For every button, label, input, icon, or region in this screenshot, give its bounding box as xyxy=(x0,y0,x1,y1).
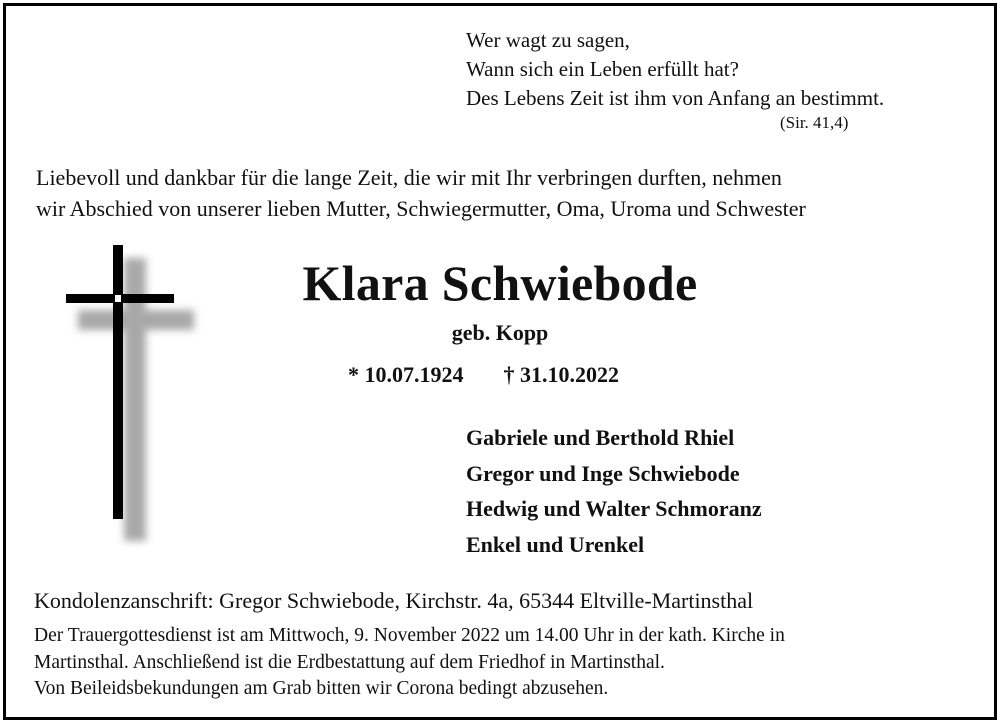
intro-text xyxy=(36,162,806,224)
service-line: Der Trauergottesdienst ist am Mittwoch, 9. November 2022 um 14.00 Uhr in der kath. Kirche in xyxy=(34,625,785,646)
death-date: † 31.10.2022 xyxy=(503,362,619,387)
poem-line: Des Lebens Zeit ist ihm von Anfang an bestimmt. xyxy=(466,86,885,110)
maiden-name: geb. Kopp xyxy=(451,320,549,345)
service-line: Martinsthal. Anschließend ist die Erdbestattung auf dem Friedhof in Martinsthal. xyxy=(34,651,665,673)
intro-line: Liebevoll und dankbar für die lange Zeit, die wir mit Ihr verbringen durften, nehmen xyxy=(36,165,782,190)
service-info xyxy=(34,623,785,703)
mourners-list xyxy=(466,420,762,562)
mourner: Gregor und Inge Schwiebode xyxy=(466,460,740,486)
life-dates xyxy=(348,362,659,388)
condolence-address: Kondolenzanschrift: Gregor Schwiebode, Kirchstr. 4a, 65344 Eltville-Martinsthal xyxy=(34,588,754,613)
mourner: Enkel und Urenkel xyxy=(466,531,645,557)
deceased-name: Klara Schwiebode xyxy=(302,255,698,311)
poem-source: (Sir. 41,4) xyxy=(780,113,849,132)
mourner: Hedwig und Walter Schmoranz xyxy=(466,496,762,521)
intro-line: wir Abschied von unserer lieben Mutter, Schwiegermutter, Oma, Uroma und Schwester xyxy=(36,196,806,221)
service-line: Von Beileidsbekundungen am Grab bitten wir Corona bedingt abzusehen. xyxy=(34,678,609,699)
birth-date: * 10.07.1924 xyxy=(348,362,464,387)
poem xyxy=(466,26,884,113)
poem-line: Wann sich ein Leben erfüllt hat? xyxy=(466,57,739,81)
mourner: Gabriele und Berthold Rhiel xyxy=(466,425,735,450)
poem-line: Wer wagt zu sagen, xyxy=(466,28,630,52)
